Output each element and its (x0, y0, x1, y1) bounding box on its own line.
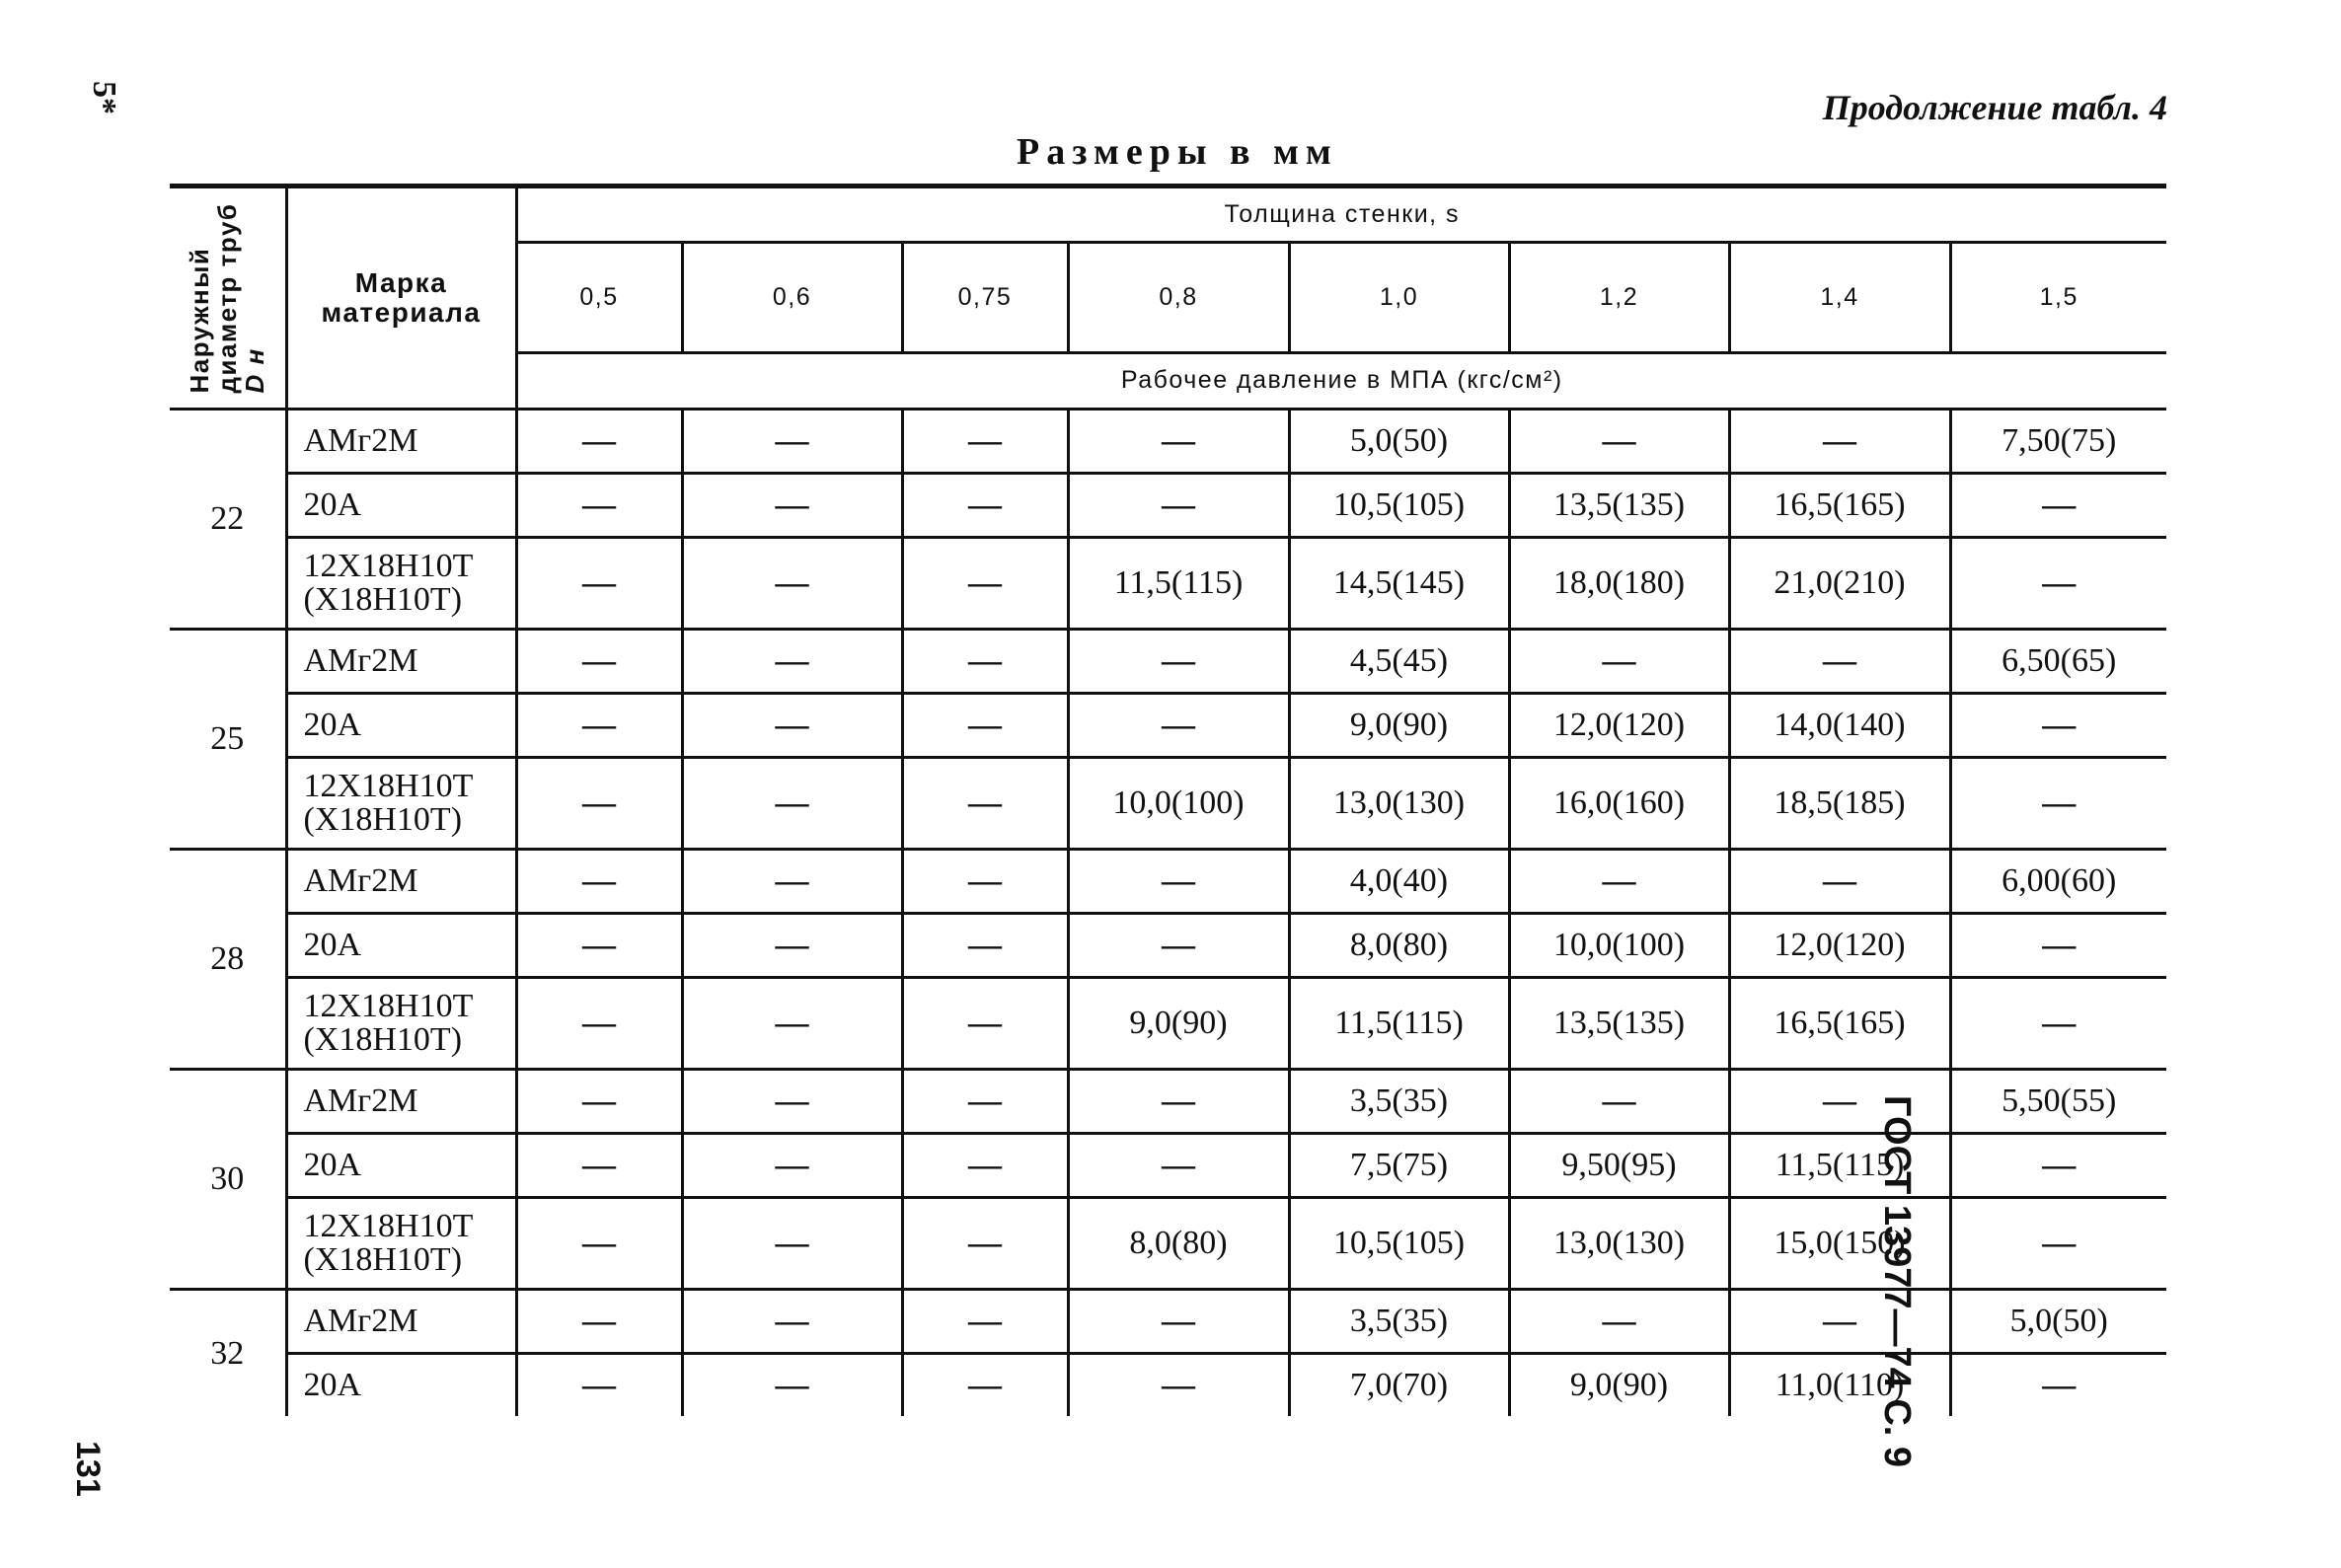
pressure-value-cell: — (516, 914, 682, 978)
pressure-value-cell: — (516, 1354, 682, 1417)
pressure-value-cell: — (1068, 1354, 1289, 1417)
pressure-value-cell: 8,0(80) (1289, 914, 1509, 978)
table-row (170, 914, 2166, 978)
pressure-value-cell: — (1509, 1070, 1729, 1134)
material-cell: 12Х18Н10Т (Х18Н10Т) (286, 978, 516, 1070)
diameter-cell: 32 (210, 1334, 245, 1372)
pressure-value-cell: — (1729, 410, 1950, 474)
pressure-value-cell: — (682, 694, 902, 758)
pressure-value-cell: 9,0(90) (1068, 978, 1289, 1070)
pressure-value-cell: — (682, 474, 902, 538)
pressure-value-cell: — (902, 1290, 1068, 1354)
pressure-value-cell: — (902, 1198, 1068, 1290)
pressure-value-cell: — (516, 410, 682, 474)
pressure-value-cell: 3,5(35) (1289, 1290, 1509, 1354)
table-row (170, 630, 2166, 694)
material-cell: АМг2М (286, 630, 516, 694)
diameter-header (170, 187, 286, 410)
pressure-value-cell: 13,5(135) (1509, 474, 1729, 538)
pressure-value-cell: 16,5(165) (1729, 474, 1950, 538)
pressure-value-cell: — (1068, 630, 1289, 694)
pressure-value-cell: — (1068, 1134, 1289, 1198)
diameter-cell: 25 (170, 630, 286, 850)
thickness-col-header: 1,0 (1289, 243, 1509, 353)
pressure-value-cell: — (1729, 1290, 1950, 1354)
thickness-col-header: 0,8 (1068, 243, 1289, 353)
pressure-value-cell: 5,50(55) (1950, 1070, 2166, 1134)
material-cell: 20А (286, 1354, 516, 1417)
pressure-value-cell: 16,0(160) (1509, 758, 1729, 850)
page-number: 131 (69, 1441, 107, 1497)
thickness-col-header: 1,2 (1509, 243, 1729, 353)
pressure-value-cell: — (1068, 694, 1289, 758)
pressure-value-cell: — (1509, 850, 1729, 914)
material-cell: 20А (286, 474, 516, 538)
pressure-value-cell: — (682, 1198, 902, 1290)
pressure-value-cell: 10,0(100) (1509, 914, 1729, 978)
pressure-value-cell: — (1950, 758, 2166, 850)
pressure-value-cell: 11,5(115) (1289, 978, 1509, 1070)
pressure-value-cell: — (1068, 474, 1289, 538)
table-header (170, 187, 2166, 410)
pressure-value-cell: 7,0(70) (1289, 1354, 1509, 1417)
pressure-value-cell: 9,0(90) (1289, 694, 1509, 758)
pressure-value-cell: — (1950, 1134, 2166, 1198)
pressure-value-cell: — (682, 758, 902, 850)
pressure-value-cell: 5,0(50) (1289, 410, 1509, 474)
pressure-value-cell: 6,00(60) (1950, 850, 2166, 914)
material-header: Марка материала (286, 187, 516, 410)
table-row (170, 538, 2166, 630)
pressure-value-cell: — (516, 1134, 682, 1198)
pressure-value-cell: 10,5(105) (1289, 474, 1509, 538)
pressure-value-cell: 6,50(65) (1950, 630, 2166, 694)
material-cell: АМг2М (286, 1290, 516, 1354)
pressure-value-cell: — (682, 630, 902, 694)
pressure-value-cell: 3,5(35) (1289, 1070, 1509, 1134)
pressure-value-cell: — (1729, 630, 1950, 694)
pressure-value-cell: — (1950, 694, 2166, 758)
pressure-value-cell: — (516, 1070, 682, 1134)
table-row (170, 694, 2166, 758)
table-body (170, 410, 2166, 1417)
pressure-value-cell: — (516, 850, 682, 914)
pressure-value-cell: — (1509, 630, 1729, 694)
pressure-value-cell: — (682, 1070, 902, 1134)
pressure-table-container (170, 184, 2163, 1416)
pressure-value-cell: — (902, 850, 1068, 914)
pressure-table (170, 184, 2166, 1416)
pressure-value-cell: — (682, 410, 902, 474)
pressure-value-cell: 5,0(50) (1950, 1290, 2166, 1354)
pressure-value-cell: 9,50(95) (1509, 1134, 1729, 1198)
pressure-value-cell: — (902, 1354, 1068, 1417)
pressure-value-cell: — (516, 1290, 682, 1354)
pressure-value-cell: — (516, 758, 682, 850)
table-row (170, 758, 2166, 850)
pressure-value-cell: — (1068, 1290, 1289, 1354)
pressure-value-cell: — (682, 1354, 902, 1417)
pressure-value-cell: — (516, 1198, 682, 1290)
diameter-cell: 22 (170, 410, 286, 630)
pressure-value-cell: — (902, 538, 1068, 630)
pressure-value-cell: — (902, 1070, 1068, 1134)
pressure-value-cell: — (902, 758, 1068, 850)
table-row (170, 1198, 2166, 1290)
table-row (170, 1070, 2166, 1134)
pressure-value-cell: — (516, 630, 682, 694)
pressure-value-cell: 13,0(130) (1289, 758, 1509, 850)
pressure-value-cell: 4,5(45) (1289, 630, 1509, 694)
pressure-value-cell: — (682, 1290, 902, 1354)
pressure-value-cell: — (682, 850, 902, 914)
units-caption: Размеры в мм (1017, 131, 1338, 173)
pressure-value-cell: 15,0(150) (1729, 1198, 1950, 1290)
pressure-value-cell: 16,5(165) (1729, 978, 1950, 1070)
table-row (170, 1134, 2166, 1198)
pressure-value-cell: — (1068, 914, 1289, 978)
pressure-value-cell: 21,0(210) (1729, 538, 1950, 630)
pressure-value-cell: — (516, 538, 682, 630)
pressure-value-cell: — (516, 978, 682, 1070)
pressure-value-cell: — (902, 978, 1068, 1070)
pressure-value-cell: — (1950, 538, 2166, 630)
pressure-value-cell: — (1068, 1070, 1289, 1134)
material-cell: 20А (286, 1134, 516, 1198)
pressure-value-cell: — (902, 474, 1068, 538)
pressure-value-cell: 13,0(130) (1509, 1198, 1729, 1290)
thickness-col-header: 1,5 (1950, 243, 2166, 353)
pressure-value-cell: — (1950, 914, 2166, 978)
pressure-value-cell: — (682, 1134, 902, 1198)
material-cell: 12Х18Н10Т (Х18Н10Т) (286, 538, 516, 630)
thickness-col-header: 0,5 (516, 243, 682, 353)
pressure-value-cell: 8,0(80) (1068, 1198, 1289, 1290)
pressure-value-cell: — (1950, 474, 2166, 538)
table-row (170, 1290, 2166, 1354)
pressure-value-cell: 12,0(120) (1509, 694, 1729, 758)
pressure-value-cell: 12,0(120) (1729, 914, 1950, 978)
table-row (170, 850, 2166, 914)
pressure-value-cell: — (682, 978, 902, 1070)
table-row (170, 1354, 2166, 1417)
pressure-value-cell: 11,5(115) (1729, 1134, 1950, 1198)
material-cell: 20А (286, 914, 516, 978)
pressure-value-cell: 18,5(185) (1729, 758, 1950, 850)
pressure-value-cell: 18,0(180) (1509, 538, 1729, 630)
diameter-cell: 28 (170, 850, 286, 1070)
corner-mark: 5* (86, 81, 122, 114)
pressure-value-cell: — (682, 914, 902, 978)
thickness-col-header: 1,4 (1729, 243, 1950, 353)
pressure-value-cell: — (516, 694, 682, 758)
pressure-value-cell: — (1729, 850, 1950, 914)
pressure-value-cell: — (902, 630, 1068, 694)
pressure-value-cell: — (516, 474, 682, 538)
pressure-value-cell: 10,0(100) (1068, 758, 1289, 850)
table-row (170, 410, 2166, 474)
pressure-value-cell: — (1068, 410, 1289, 474)
standard-reference: ГОСТ 13977—74 С. 9 (1875, 1095, 1918, 1468)
pressure-value-cell: 14,0(140) (1729, 694, 1950, 758)
pressure-value-cell: — (1068, 850, 1289, 914)
pressure-value-cell: 11,0(110) (1729, 1354, 1950, 1417)
pressure-value-cell: — (682, 538, 902, 630)
pressure-value-cell: 14,5(145) (1289, 538, 1509, 630)
pressure-value-cell: 9,0(90) (1509, 1354, 1729, 1417)
diameter-header-label: Наружный диаметр труб D н (185, 202, 270, 394)
table-continuation-caption: Продолжение табл. 4 (1822, 88, 2167, 127)
pressure-value-cell: — (902, 410, 1068, 474)
thickness-header: Толщина стенки, s (516, 187, 2166, 243)
pressure-value-cell: — (902, 1134, 1068, 1198)
pressure-value-cell: 4,0(40) (1289, 850, 1509, 914)
material-cell: 12Х18Н10Т (Х18Н10Т) (286, 1198, 516, 1290)
pressure-value-cell: — (1950, 1198, 2166, 1290)
pressure-value-cell: — (1509, 410, 1729, 474)
pressure-value-cell: — (1950, 978, 2166, 1070)
pressure-header: Рабочее давление в МПА (кгс/см²) (516, 352, 2166, 409)
thickness-col-header: 0,75 (902, 243, 1068, 353)
pressure-value-cell: — (1950, 1354, 2166, 1417)
table-row (170, 978, 2166, 1070)
pressure-value-cell: 11,5(115) (1068, 538, 1289, 630)
material-cell: АМг2М (286, 410, 516, 474)
pressure-value-cell: — (902, 914, 1068, 978)
material-cell: АМг2М (286, 1070, 516, 1134)
pressure-value-cell: 7,50(75) (1950, 410, 2166, 474)
pressure-value-cell: — (1509, 1290, 1729, 1354)
material-cell: 20А (286, 694, 516, 758)
diameter-cell: 30 (170, 1070, 286, 1290)
table-row (170, 474, 2166, 538)
pressure-value-cell: 7,5(75) (1289, 1134, 1509, 1198)
material-cell: 12Х18Н10Т (Х18Н10Т) (286, 758, 516, 850)
pressure-value-cell: — (1729, 1070, 1950, 1134)
material-cell: АМг2М (286, 850, 516, 914)
pressure-value-cell: — (902, 694, 1068, 758)
thickness-col-header: 0,6 (682, 243, 902, 353)
pressure-value-cell: 13,5(135) (1509, 978, 1729, 1070)
pressure-value-cell: 10,5(105) (1289, 1198, 1509, 1290)
